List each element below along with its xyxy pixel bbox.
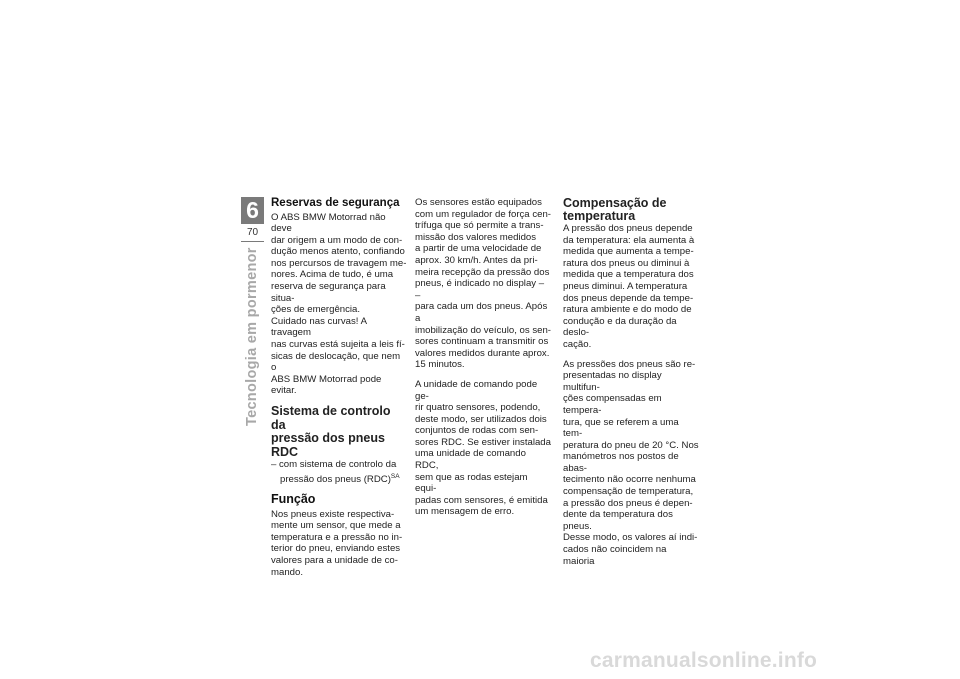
chapter-number: 6: [246, 197, 259, 223]
paragraph-sensores: Os sensores estão equipados com um regulador de força cen- trífuga que só permite a trans- missão dos valores medidos a partir de uma velocidade de aprox. 30 km/h. Antes da pri- meira recepção da pressão dos pneus, é indicado no display – – para cada um dos pneus. Após a imobilização do veículo, os sen- sores continuam a transmitir os valores medidos durante aprox. 15 minutos.: [415, 197, 551, 371]
chapter-tab: [241, 197, 264, 242]
paragraph-reservas: O ABS BMW Motorrad não deve dar origem a um modo de con- dução menos atento, confiando nos percursos de travagem me- nores. Acima de tudo, é uma reserva de segurança para situa- ções de emergência. Cuidado nas curvas! A travagem nas curvas está sujeita a leis fí- sicas de deslocação, que nem o ABS BMW Motorrad pode evitar.: [271, 211, 407, 397]
bullet-rdc-text: – com sistema de controlo da pressão dos pneus (RDC): [271, 459, 397, 485]
column-2: [415, 197, 551, 518]
watermark: carmanualsonline.info: [590, 649, 818, 672]
paragraph-compensacao: A pressão dos pneus depende da temperatura: ela aumenta à medida que aumenta a tempe- ratura dos pneus ou diminui à medida que a temperatura dos pneus diminui. A temperatura dos pneus depende da tempe- ratura ambiente e do modo de condução e da duração da deslo- cação.: [563, 223, 695, 350]
page-number: 70: [241, 224, 264, 241]
heading-reservas: Reservas de segurança: [271, 197, 400, 209]
bullet-rdc: [271, 459, 407, 485]
bullet-rdc-sup: SA: [390, 472, 400, 480]
column-1: [271, 197, 407, 578]
paragraph-pressoes: As pressões dos pneus são re- presentadas no display multifun- ções compensadas em tempera- tura, que se referem a uma tem- peratura do pneu de 20 °C. Nos manómetros nos postos de abas- tecimento não ocorre nenhuma compensação de temperatura, a pressão dos pneus é depen- dente da temperatura dos pneus. Desse modo, os valores aí indi- cados não coincidem na maioria: [563, 358, 699, 567]
heading-compensacao: Compensação de temperatura: [563, 196, 667, 223]
chapter-title: Tecnologia em pormenor: [244, 247, 260, 426]
paragraph-unidade-comando: A unidade de comando pode ge- rir quatro sensores, podendo, deste modo, ser utilizados dois conjuntos de rodas com sen- sores RDC. Se estiver instalada uma unidade de comando RDC, sem que as rodas estejam equi- padas com sensores, é emitida um mensagem de erro.: [415, 378, 551, 518]
column-3: [563, 197, 699, 567]
heading-sistema-rdc: Sistema de controlo da pressão dos pneus RDC: [271, 404, 391, 459]
paragraph-funcao: Nos pneus existe respectiva- mente um sensor, que mede a temperatura e a pressão no in- terior do pneu, enviando estes valores para a unidade de co- mando.: [271, 508, 403, 578]
heading-funcao: Função: [271, 492, 316, 507]
